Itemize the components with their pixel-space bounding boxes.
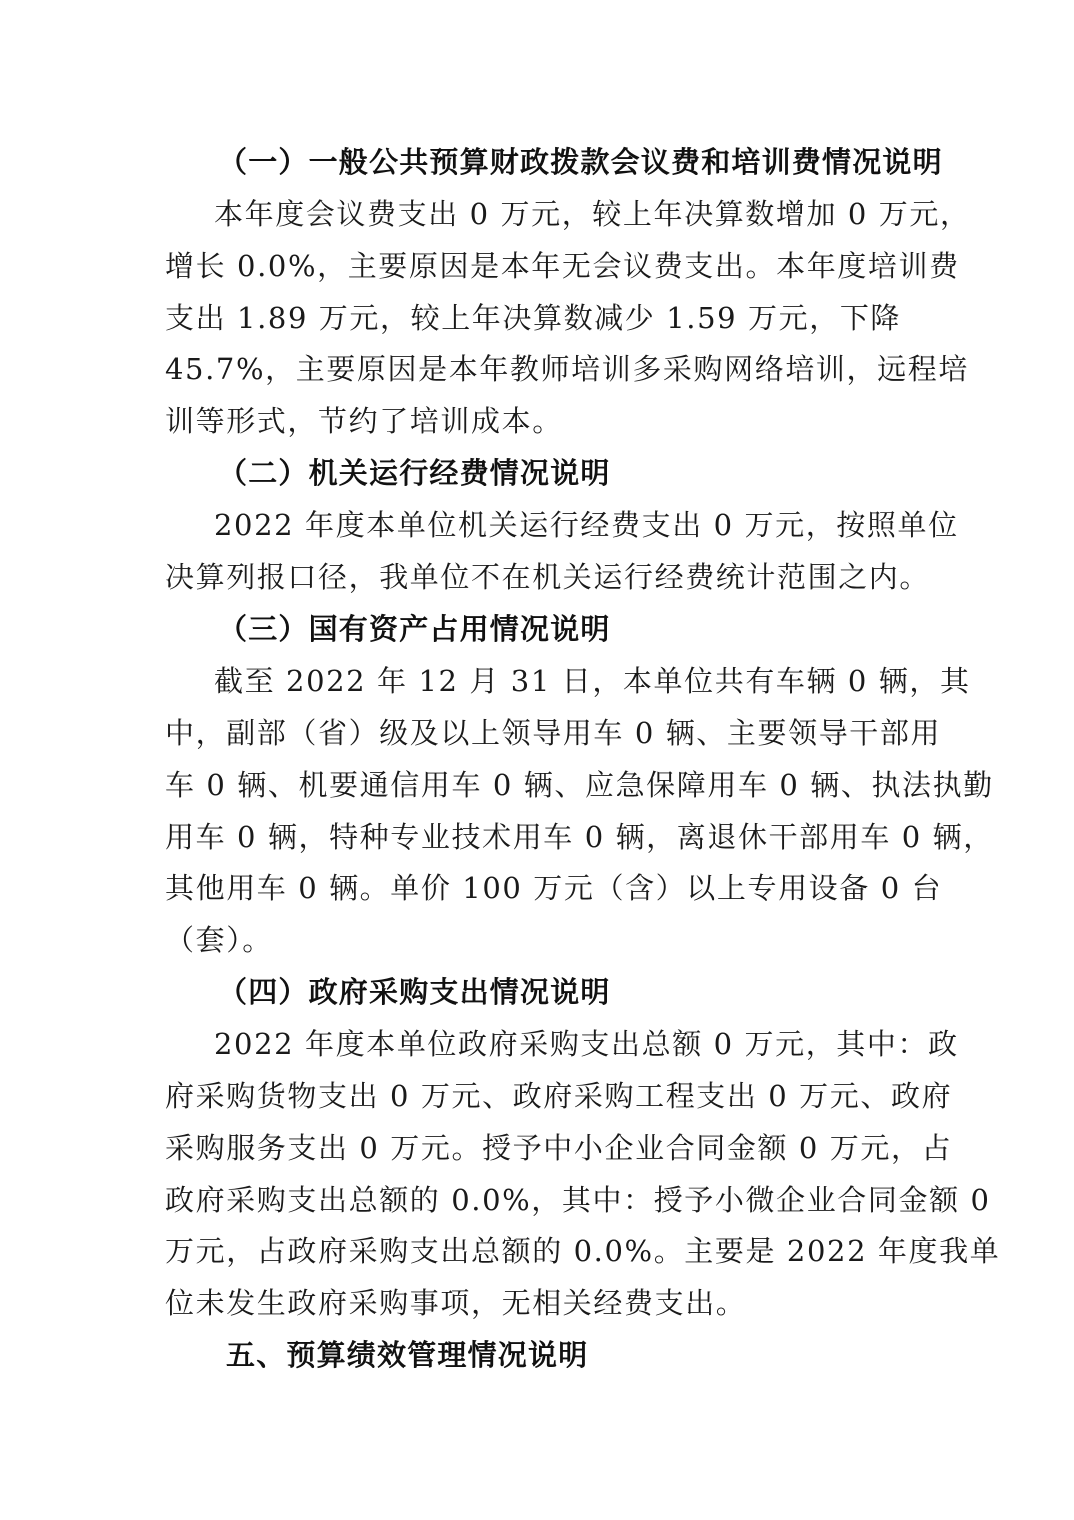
section-heading-1: （一）一般公共预算财政拨款会议费和培训费情况说明 (218, 145, 943, 179)
paragraph-line: 支出 1.89 万元，较上年决算数减少 1.59 万元，下降 (165, 301, 902, 335)
paragraph-line: 本年度会议费支出 0 万元，较上年决算数增加 0 万元， (214, 197, 971, 231)
paragraph-line: 位未发生政府采购事项，无相关经费支出。 (165, 1286, 747, 1320)
section-heading-2: （二）机关运行经费情况说明 (218, 456, 611, 490)
paragraph-line: 其他用车 0 辆。单价 100 万元（含）以上专用设备 0 台 (165, 871, 943, 905)
paragraph-line: 2022 年度本单位政府采购支出总额 0 万元，其中：政 (214, 1027, 959, 1061)
paragraph-line: （套）。 (165, 923, 273, 957)
paragraph-line: 府采购货物支出 0 万元、政府采购工程支出 0 万元、政府 (165, 1079, 953, 1113)
paragraph-line: 中，副部（省）级及以上领导用车 0 辆、主要领导干部用 (165, 716, 942, 750)
section-heading-4: （四）政府采购支出情况说明 (218, 975, 611, 1009)
paragraph-line: 45.7%，主要原因是本年教师培训多采购网络培训，远程培 (165, 352, 969, 386)
paragraph-line: 决算列报口径，我单位不在机关运行经费统计范围之内。 (165, 560, 931, 594)
paragraph-line: 2022 年度本单位机关运行经费支出 0 万元，按照单位 (214, 508, 959, 542)
paragraph-line: 万元，占政府采购支出总额的 0.0%。主要是 2022 年度我单 (165, 1234, 1001, 1268)
paragraph-line: 增长 0.0%，主要原因是本年无会议费支出。本年度培训费 (165, 249, 960, 283)
paragraph-line: 用车 0 辆，特种专业技术用车 0 辆，离退休干部用车 0 辆， (165, 820, 994, 854)
paragraph-line: 政府采购支出总额的 0.0%，其中：授予小微企业合同金额 0 (165, 1183, 991, 1217)
paragraph-line: 截至 2022 年 12 月 31 日，本单位共有车辆 0 辆，其 (214, 664, 971, 698)
paragraph-line: 训等形式，节约了培训成本。 (165, 404, 563, 438)
section-heading-5: 五、预算绩效管理情况说明 (226, 1338, 589, 1372)
section-heading-3: （三）国有资产占用情况说明 (218, 612, 611, 646)
paragraph-line: 采购服务支出 0 万元。授予中小企业合同金额 0 万元，占 (165, 1131, 953, 1165)
paragraph-line: 车 0 辆、机要通信用车 0 辆、应急保障用车 0 辆、执法执勤 (165, 768, 994, 802)
